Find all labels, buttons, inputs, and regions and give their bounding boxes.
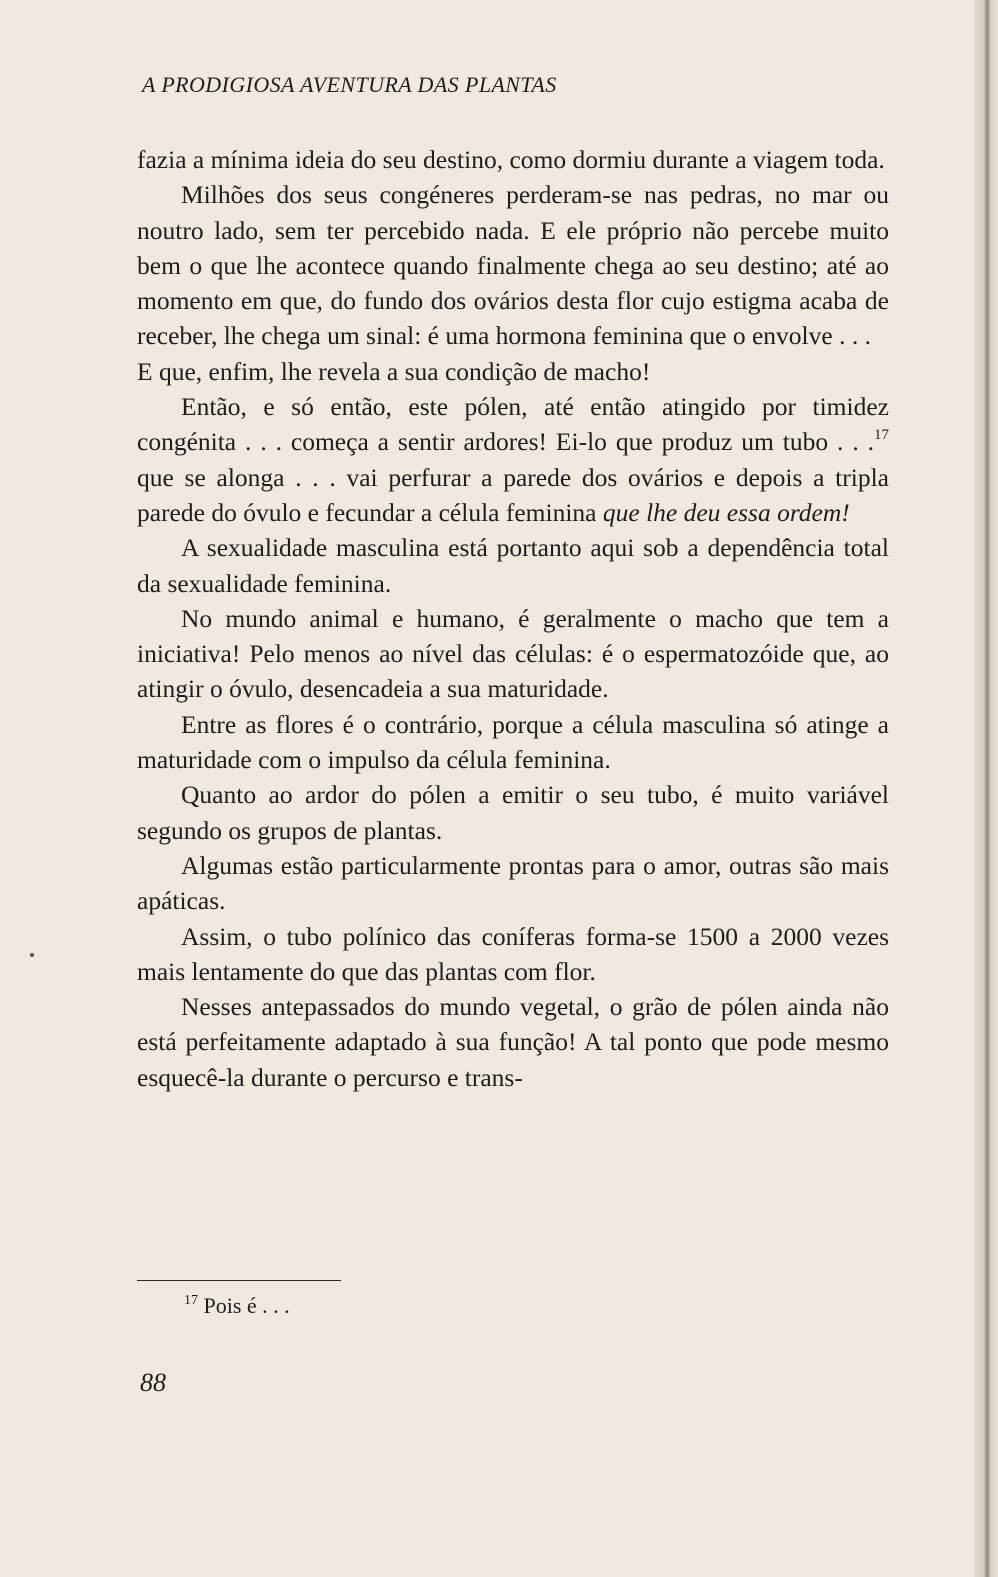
paragraph: No mundo animal e humano, é geralmente o macho que tem a iniciativa! Pelo menos ao nível das células: é o espermatozóide que, ao atingir o óvulo, desencadeia a sua maturidade. xyxy=(137,603,889,704)
running-head: A PRODIGIOSA AVENTURA DAS PLANTAS xyxy=(142,72,557,97)
paragraph: Milhões dos seus congéneres perderam-se nas pedras, no mar ou noutro lado, sem ter percebido nada. E ele próprio não percebe muito bem o que lhe acontece quando finalmente chega ao seu destino; até ao momento em que, do fundo dos ovários desta flor cujo estigma acaba de receber, lhe chega um sinal: é uma hormona feminina que o envolve . . . xyxy=(137,180,889,351)
footnote-text: Pois é . . . xyxy=(203,1293,290,1318)
body-text xyxy=(137,142,889,1095)
paragraph: A sexualidade masculina está portanto aqui sob a dependência total da sexualidade feminina. xyxy=(137,533,889,598)
paragraph: Nesses antepassados do mundo vegetal, o grão de pólen ainda não está perfeitamente adaptado à sua função! A tal ponto que pode mesmo esquecê-la durante o percurso e trans- xyxy=(137,992,889,1092)
paragraph: fazia a mínima ideia do seu destino, como dormiu durante a viagem toda. xyxy=(137,145,885,174)
emphasis-text: que lhe deu essa ordem! xyxy=(602,497,850,527)
paragraph: E que, enfim, lhe revela a sua condição de macho! xyxy=(137,356,651,386)
paragraph: Assim, o tubo polínico das coníferas forma-se 1500 a 2000 vezes mais lentamente do que das plantas com flor. xyxy=(137,921,889,986)
footnote-rule xyxy=(137,1280,341,1281)
ink-speck xyxy=(30,953,34,957)
paragraph: Algumas estão particularmente prontas para o amor, outras são mais apáticas. xyxy=(137,850,889,916)
paragraph: Quanto ao ardor do pólen a emitir o seu tubo, é muito variável segundo os grupos de plantas. xyxy=(137,780,889,845)
footnote-number: 17 xyxy=(184,1293,198,1308)
page-edge xyxy=(974,0,998,1577)
footnote-reference: 17 xyxy=(874,427,889,444)
paragraph-text: que se alonga . . . vai perfurar a parede dos ovários e depois a tripla parede do óvulo e fecundar a célula feminina xyxy=(137,462,889,527)
page-number: 88 xyxy=(140,1368,166,1397)
paragraph xyxy=(137,389,889,530)
footnote xyxy=(184,1293,290,1319)
paragraph-text: Então, e só então, este pólen, até então atingido por timidez congénita . . . começa a sentir ardores! Ei-lo que produz um tubo . . . xyxy=(137,392,889,457)
paragraph: Entre as flores é o contrário, porque a célula masculina só atinge a maturidade com o impulso da célula feminina. xyxy=(137,709,889,775)
